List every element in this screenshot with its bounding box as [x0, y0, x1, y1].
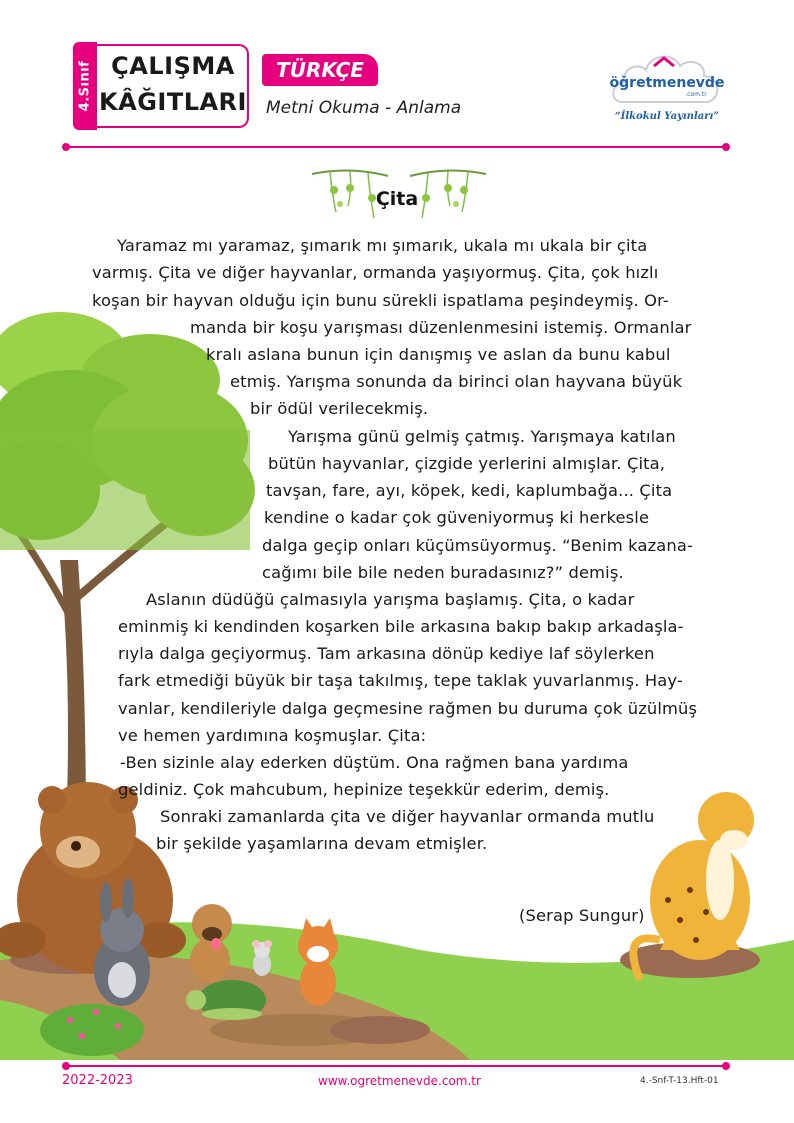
story-line: -Ben sizinle alay ederken düştüm. Ona rağmen bana yardıma — [120, 753, 629, 772]
footer-divider — [66, 1065, 726, 1067]
story-line: bütün hayvanlar, çizgide yerlerini almışlar. Çita, — [268, 454, 666, 473]
story-line: rıyla dalga geçiyormuş. Tam arkasına dönüp kediye laf söylerken — [118, 644, 655, 663]
story-line: fark etmediği büyük bir taşa takılmış, tepe taklak yuvarlanmış. Hay- — [118, 671, 683, 690]
logo-domain: .com.tr — [685, 91, 707, 98]
mouse-illustration — [252, 940, 272, 976]
story-line: bir şekilde yaşamlarına devam etmişler. — [156, 834, 488, 853]
subject-badge: TÜRKÇE — [262, 54, 378, 86]
worksheet-title-box — [97, 44, 249, 128]
story-line: ve hemen yardımına koşmuşlar. Çita: — [118, 726, 427, 745]
logo-main: öğretmenevde — [609, 75, 725, 91]
publisher-logo — [608, 44, 726, 128]
story-line: geldiniz. Çok mahcubum, hepinize teşekkür ederim, demiş. — [118, 780, 610, 799]
bear-illustration — [0, 782, 186, 974]
story-line: dalga geçip onları küçümsüyormuş. “Benim kazana- — [262, 536, 694, 555]
worksheet-title-line2: KÂĞITLARI — [99, 88, 247, 116]
grade-tab — [73, 42, 97, 130]
footer-year: 2022-2023 — [62, 1073, 133, 1088]
story-line: manda bir koşu yarışması düzenlenmesini istemiş. Ormanlar — [190, 318, 692, 337]
footer-url[interactable]: www.ogretmenevde.com.tr — [318, 1074, 481, 1088]
story-title: Çita — [375, 188, 419, 210]
story-line: koşan bir hayvan olduğu için bunu sürekli ispatlama peşindeymiş. Or- — [92, 291, 669, 310]
story-line: eminmiş ki kendinden koşarken bile arkasına bakıp bakıp arkadaşla- — [118, 617, 684, 636]
rock — [330, 1016, 430, 1044]
story-line: tavşan, fare, ayı, köpek, kedi, kaplumbağa... Çita — [266, 481, 673, 500]
story-author: (Serap Sungur) — [519, 906, 645, 925]
footer-code: 4.-Snf-T-13.Hft-01 — [640, 1076, 719, 1086]
story-line: kendine o kadar çok güveniyormuş ki herkesle — [264, 508, 650, 527]
logo-tagline: “İlkokul Yayınları” — [614, 111, 720, 122]
story-line: cağımı bile bile neden buradasınız?” demiş. — [262, 563, 624, 582]
story-line: Yarışma günü gelmiş çatmış. Yarışmaya katılan — [288, 427, 676, 446]
story-line: etmiş. Yarışma sonunda da birinci olan hayvana büyük — [230, 372, 683, 391]
story-line: varmış. Çita ve diğer hayvanlar, ormanda yaşıyormuş. Çita, çok hızlı — [92, 263, 659, 282]
grade-label: 4.Sınıf — [77, 60, 93, 112]
worksheet-subtitle: Metni Okuma - Anlama — [266, 98, 462, 118]
header-divider — [66, 146, 726, 148]
story-line: kralı aslana bunun için danışmış ve aslan da bunu kabul — [206, 345, 671, 364]
story-line: vanlar, kendileriyle dalga geçmesine rağmen bu duruma çok üzülmüş — [118, 699, 698, 718]
story-line: bir ödül verilecekmiş. — [250, 399, 429, 418]
story-line: Aslanın düdüğü çalmasıyla yarışma başlamış. Çita, o kadar — [146, 590, 635, 609]
worksheet-title-line1: ÇALIŞMA — [111, 52, 235, 80]
story-line: Sonraki zamanlarda çita ve diğer hayvanlar ormanda mutlu — [160, 807, 655, 826]
flower-bush — [40, 1004, 144, 1056]
story-line: Yaramaz mı yaramaz, şımarık mı şımarık, ukala mı ukala bir çita — [117, 236, 648, 255]
